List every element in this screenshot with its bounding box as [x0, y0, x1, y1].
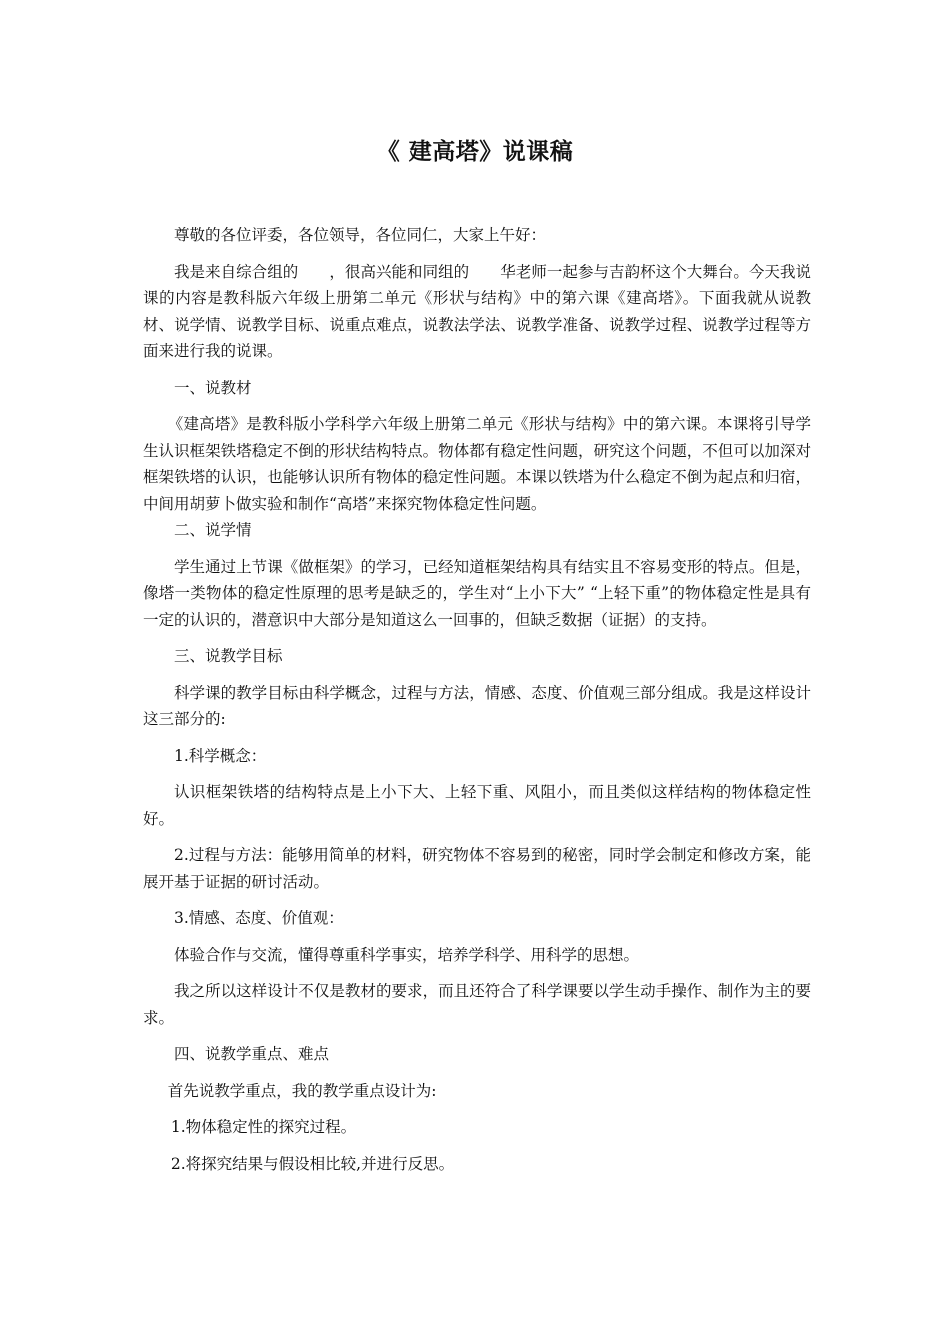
key-point-2: 2.将探究结果与假设相比较,并进行反思。 [170, 1154, 455, 1173]
section-heading-textbook: 一、说教材 [174, 378, 252, 397]
objective-1-heading: 1.科学概念： [174, 746, 267, 765]
section-heading-objectives: 三、说教学目标 [174, 647, 283, 665]
key-point-1: 1.物体稳定性的探究过程。 [170, 1118, 357, 1136]
key-points-intro: 首先说教学重点，我的教学重点设计为: [167, 1081, 437, 1100]
document-title: 《 建高塔》说课稿 [376, 138, 574, 165]
intro-paragraph: 我是来自综合组的 ，很高兴能和同组的 华老师一起参与吉韵杯这个大舞台。今天我说课的内容是教科版六年级上册第二单元《形状与结构》中的第六课《建高塔》。下面我就从说教材、说学情、说教学目标、说重点难点，说教法学法、说教学准备、说教学过程、说教学过程等方面来进行我的说课。 [143, 262, 811, 360]
objective-2-paragraph: 2.过程与方法：能够用简单的材料，研究物体不容易到的秘密，同时学会制定和修改方案，能展开基于证据的研讨活动。 [143, 846, 811, 891]
objective-1-paragraph: 认识框架铁塔的结构特点是上小下大、上轻下重、风阻小，而且类似这样结构的物体稳定性好。 [143, 783, 811, 828]
students-paragraph: 学生通过上节课《做框架》的学习，已经知道框架结构具有结实且不容易变形的特点。但是，像塔一类物体的稳定性原理的思考是缺乏的，学生对“上小下大” “上轻下重”的物体稳定性是具有一定的认识的，潜意识中大部分是知道这么一回事的，但缺乏数据（证据）的支持。 [143, 557, 811, 629]
objective-3-heading: 3.情感、态度、价值观： [174, 909, 344, 927]
section-heading-key-points: 四、说教学重点、难点 [174, 1045, 330, 1063]
objectives-paragraph: 科学课的教学目标由科学概念，过程与方法，情感、态度、价值观三部分组成。我是这样设计这三部分的: [143, 683, 811, 728]
design-rationale-paragraph: 我之所以这样设计不仅是教材的要求，而且还符合了科学课要以学生动手操作、制作为主的要求。 [143, 982, 811, 1027]
greeting-paragraph: 尊敬的各位评委，各位领导，各位同仁，大家上午好： [174, 226, 547, 244]
document-body [143, 222, 811, 1187]
section-heading-students: 二、说学情 [174, 521, 252, 539]
textbook-paragraph: 《建高塔》是教科版小学科学六年级上册第二单元《形状与结构》中的第六课。本课将引导学生认识框架铁塔稳定不倒的形状结构特点。物体都有稳定性问题，研究这个问题，不但可以加深对框架铁塔的认识，也能够认识所有物体的稳定性问题。本课以铁塔为什么稳定不倒为起点和归宿，中间用胡萝卜做实验和制作“高塔”来探究物体稳定性问题。 [143, 415, 811, 513]
objective-3-paragraph: 体验合作与交流，懂得尊重科学事实，培养学科学、用科学的思想。 [174, 945, 640, 964]
